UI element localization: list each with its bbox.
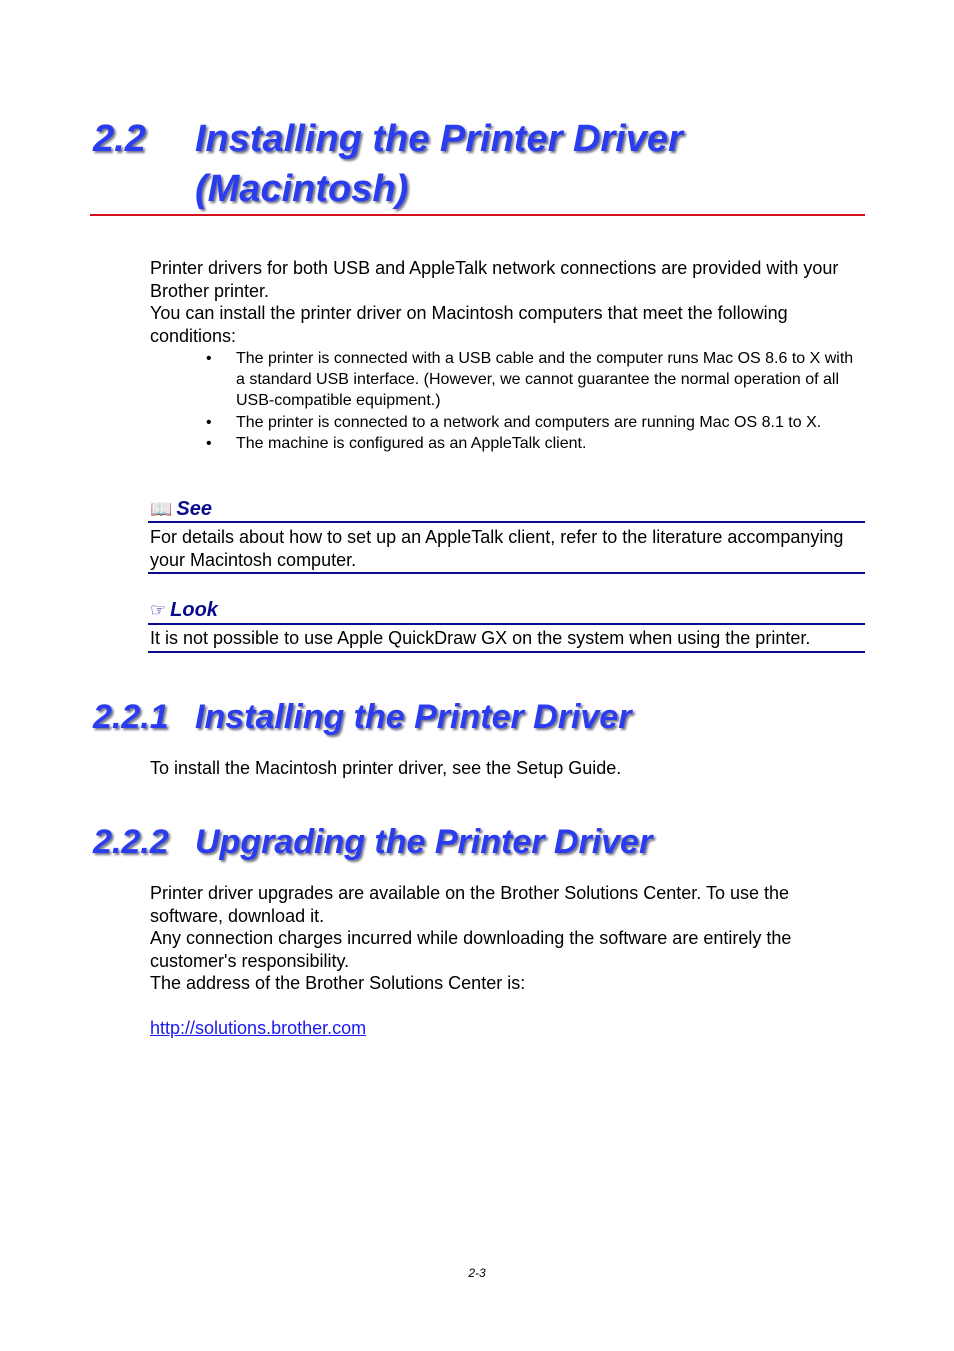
section-heading — [93, 114, 865, 214]
subsection-number: 2.2.1 — [93, 698, 169, 736]
look-note-bottom-rule — [148, 651, 865, 653]
section-title-line1: Installing the Printer Driver — [195, 118, 683, 160]
pointing-hand-icon: ☞ — [150, 600, 167, 620]
list-item: • The machine is configured as an AppleTalk client. — [150, 433, 866, 454]
section-number: 2.2 — [93, 118, 146, 160]
see-note-text: For details about how to set up an AppleTalk client, refer to the literature accompanying your Macintosh computer. — [150, 527, 844, 570]
solutions-link-line — [150, 1017, 850, 1040]
list-item: • The printer is connected with a USB cable and the computer runs Mac OS 8.6 to X with a standard USB interface. (However, we cannot guarantee the normal operation of all USB-compatible equipment.) — [206, 350, 854, 410]
list-item: • The printer is connected to a network and computers are running Mac OS 8.1 to X. — [150, 412, 866, 433]
section-title-line2: (Macintosh) — [195, 168, 409, 210]
subsection-number: 2.2.2 — [93, 823, 169, 861]
upgrade-paragraph-3: The address of the Brother Solutions Center is: — [150, 973, 526, 993]
solutions-center-link[interactable]: http://solutions.brother.com — [150, 1018, 367, 1038]
see-note-bottom-rule — [148, 572, 865, 574]
see-note-top-rule — [148, 521, 865, 523]
bullet-icon: • — [206, 413, 212, 431]
upgrade-paragraph-2: Any connection charges incurred while downloading the software are entirely the customer's responsibility. — [150, 928, 792, 971]
look-note-text: It is not possible to use Apple QuickDraw GX on the system when using the printer. — [150, 628, 811, 648]
subsection-title: Upgrading the Printer Driver — [195, 823, 653, 861]
page-number: 2-3 — [468, 1266, 486, 1280]
book-icon: 📖 — [150, 499, 173, 519]
intro-paragraph-2: You can install the printer driver on Macintosh computers that meet the following conditions: — [150, 303, 788, 346]
subsection-heading-install — [93, 696, 631, 738]
bullet-icon: • — [206, 434, 212, 452]
upgrade-paragraph-1: Printer driver upgrades are available on the Brother Solutions Center. To use the software, download it. — [150, 883, 790, 926]
look-note-title: ☞ Look — [150, 599, 218, 621]
bullet-icon: • — [206, 350, 212, 367]
see-note-title: 📖 See — [150, 498, 213, 520]
install-text: To install the Macintosh printer driver, see the Setup Guide. — [150, 758, 622, 778]
intro-paragraph-1: Printer drivers for both USB and AppleTalk network connections are provided with your Brother printer. — [150, 258, 839, 301]
subsection-title: Installing the Printer Driver — [195, 698, 632, 736]
section-divider — [90, 214, 865, 216]
conditions-list — [150, 348, 866, 454]
subsection-heading-upgrade — [93, 821, 652, 863]
look-note-top-rule — [148, 623, 865, 625]
